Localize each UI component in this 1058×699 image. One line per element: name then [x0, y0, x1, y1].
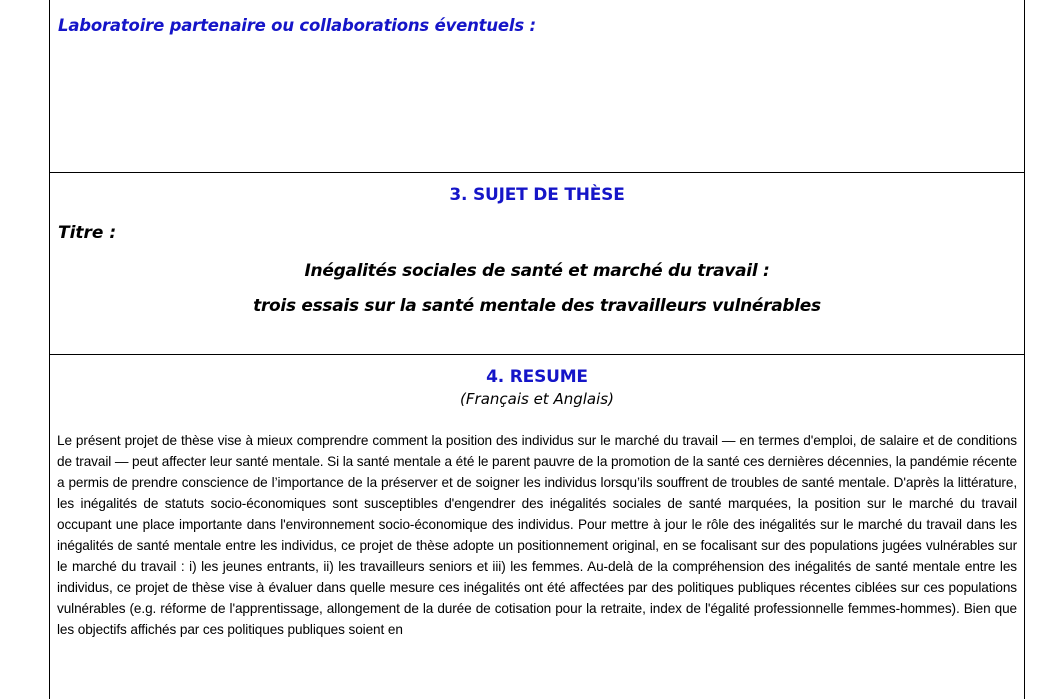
document-table: [49, 0, 1025, 699]
thesis-title-line-1: Inégalités sociales de santé et marché du travail :: [304, 261, 770, 281]
resume-subheading: (Français et Anglais): [460, 390, 614, 408]
lab-partner-section: [50, 0, 1024, 173]
resume-body-text: Le présent projet de thèse vise à mieux comprendre comment la position des individus sur le marché du travail — en termes d'emploi, de salaire et de conditions de travail — peut affecter leur santé mentale. Si la santé mentale a été le parent pauvre de la promotion de la santé ces dernières décennies, la pandémie récente a permis de prendre conscience de l’importance de la préserver et de soigner les individus lorsqu’ils souffrent de troubles de santé mentale. D'après la littérature, les inégalités de statuts socio-économiques sont susceptibles d'engendrer des inégalités sociales de santé marquées, la position sur le marché du travail occupant une place importante dans l'environnement socio-économique des individus. Pour mettre à jour le rôle des inégalités sur le marché du travail dans les inégalités de santé mentale entre les individus, ce projet de thèse adopte un positionnement original, en se focalisant sur des populations jugées vulnérables sur le marché du travail : i) les jeunes entrants, ii) les travailleurs seniors et iii) les femmes. Au-delà de la compréhension des inégalités de santé mentale entre les individus, ce projet de thèse vise à évaluer dans quelle mesure ces inégalités ont été affectées par des politiques publiques récentes ciblées sur ces populations vulnérables (e.g. réforme de l'apprentissage, allongement de la durée de cotisation pour la retraite, index de l'égalité professionnelle femmes-hommes). Bien que les objectifs affichés par ces politiques publiques soient en: [57, 433, 1017, 637]
title-label: Titre :: [58, 223, 117, 243]
thesis-title-line-2: trois essais sur la santé mentale des travailleurs vulnérables: [253, 296, 821, 316]
resume-heading: 4. RESUME: [486, 367, 588, 387]
lab-partner-label: Laboratoire partenaire ou collaborations éventuels :: [58, 16, 536, 35]
thesis-subject-heading: 3. SUJET DE THÈSE: [449, 185, 625, 205]
thesis-subject-section: [50, 173, 1024, 355]
resume-section: [50, 355, 1024, 640]
